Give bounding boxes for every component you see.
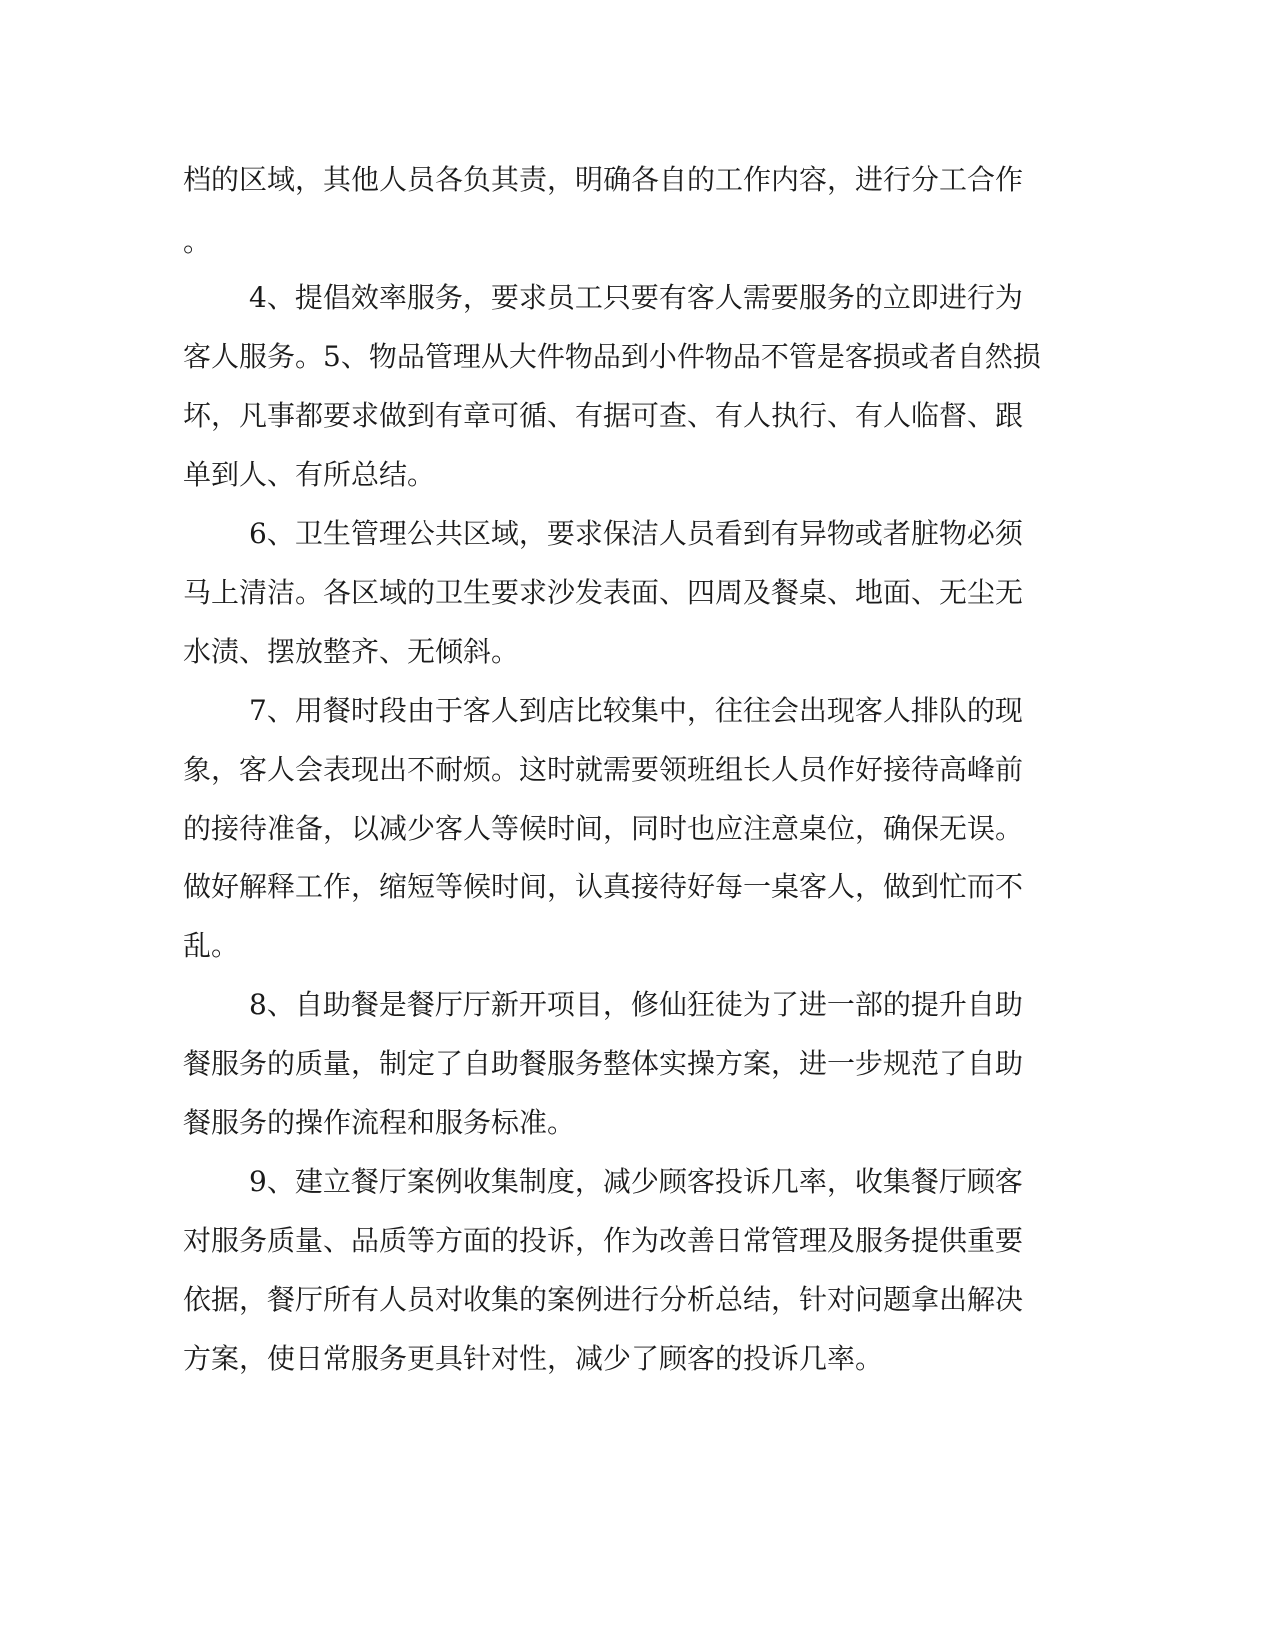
text-line: 坏，凡事都要求做到有章可循、有据可查、有人执行、有人临督、跟 [183,399,1024,432]
text-line: 餐服务的操作流程和服务标准。 [183,1106,576,1139]
text-line: 。 [183,225,212,258]
text-line: 依据，餐厅所有人员对收集的案例进行分析总结，针对问题拿出解决 [183,1283,1024,1316]
text-line: 做好解释工作，缩短等候时间，认真接待好每一桌客人，做到忙而不 [183,870,1024,903]
text-line: 象，客人会表现出不耐烦。这时就需要领班组长人员作好接待高峰前 [183,753,1024,786]
text-line: 档的区域，其他人员各负其责，明确各自的工作内容，进行分工合作 [183,163,1024,196]
text-line: 客人服务。5、物品管理从大件物品到小件物品不管是客损或者自然损 [183,340,1041,373]
text-line: 餐服务的质量，制定了自助餐服务整体实操方案，进一步规范了自助 [183,1047,1024,1080]
paragraph-7-line: 7、用餐时段由于客人到店比较集中，往往会出现客人排队的现 [249,694,1023,727]
paragraph-6-line: 6、卫生管理公共区域，要求保洁人员看到有异物或者脏物必须 [249,517,1023,550]
text-line: 乱。 [183,929,240,962]
text-line: 方案，使日常服务更具针对性，减少了顾客的投诉几率。 [183,1342,884,1375]
paragraph-9-line: 9、建立餐厅案例收集制度，减少顾客投诉几率，收集餐厅顾客 [249,1165,1023,1198]
text-line: 单到人、有所总结。 [183,458,436,491]
text-line: 的接待准备，以减少客人等候时间，同时也应注意桌位，确保无误。 [183,812,1024,845]
paragraph-4-line: 4、提倡效率服务，要求员工只要有客人需要服务的立即进行为 [249,281,1023,314]
text-line: 水渍、摆放整齐、无倾斜。 [183,635,520,668]
paragraph-8-line: 8、自助餐是餐厅厅新开项目，修仙狂徒为了进一部的提升自助 [249,988,1023,1021]
text-line: 马上清洁。各区域的卫生要求沙发表面、四周及餐桌、地面、无尘无 [183,576,1024,609]
text-line: 对服务质量、品质等方面的投诉，作为改善日常管理及服务提供重要 [183,1224,1024,1257]
